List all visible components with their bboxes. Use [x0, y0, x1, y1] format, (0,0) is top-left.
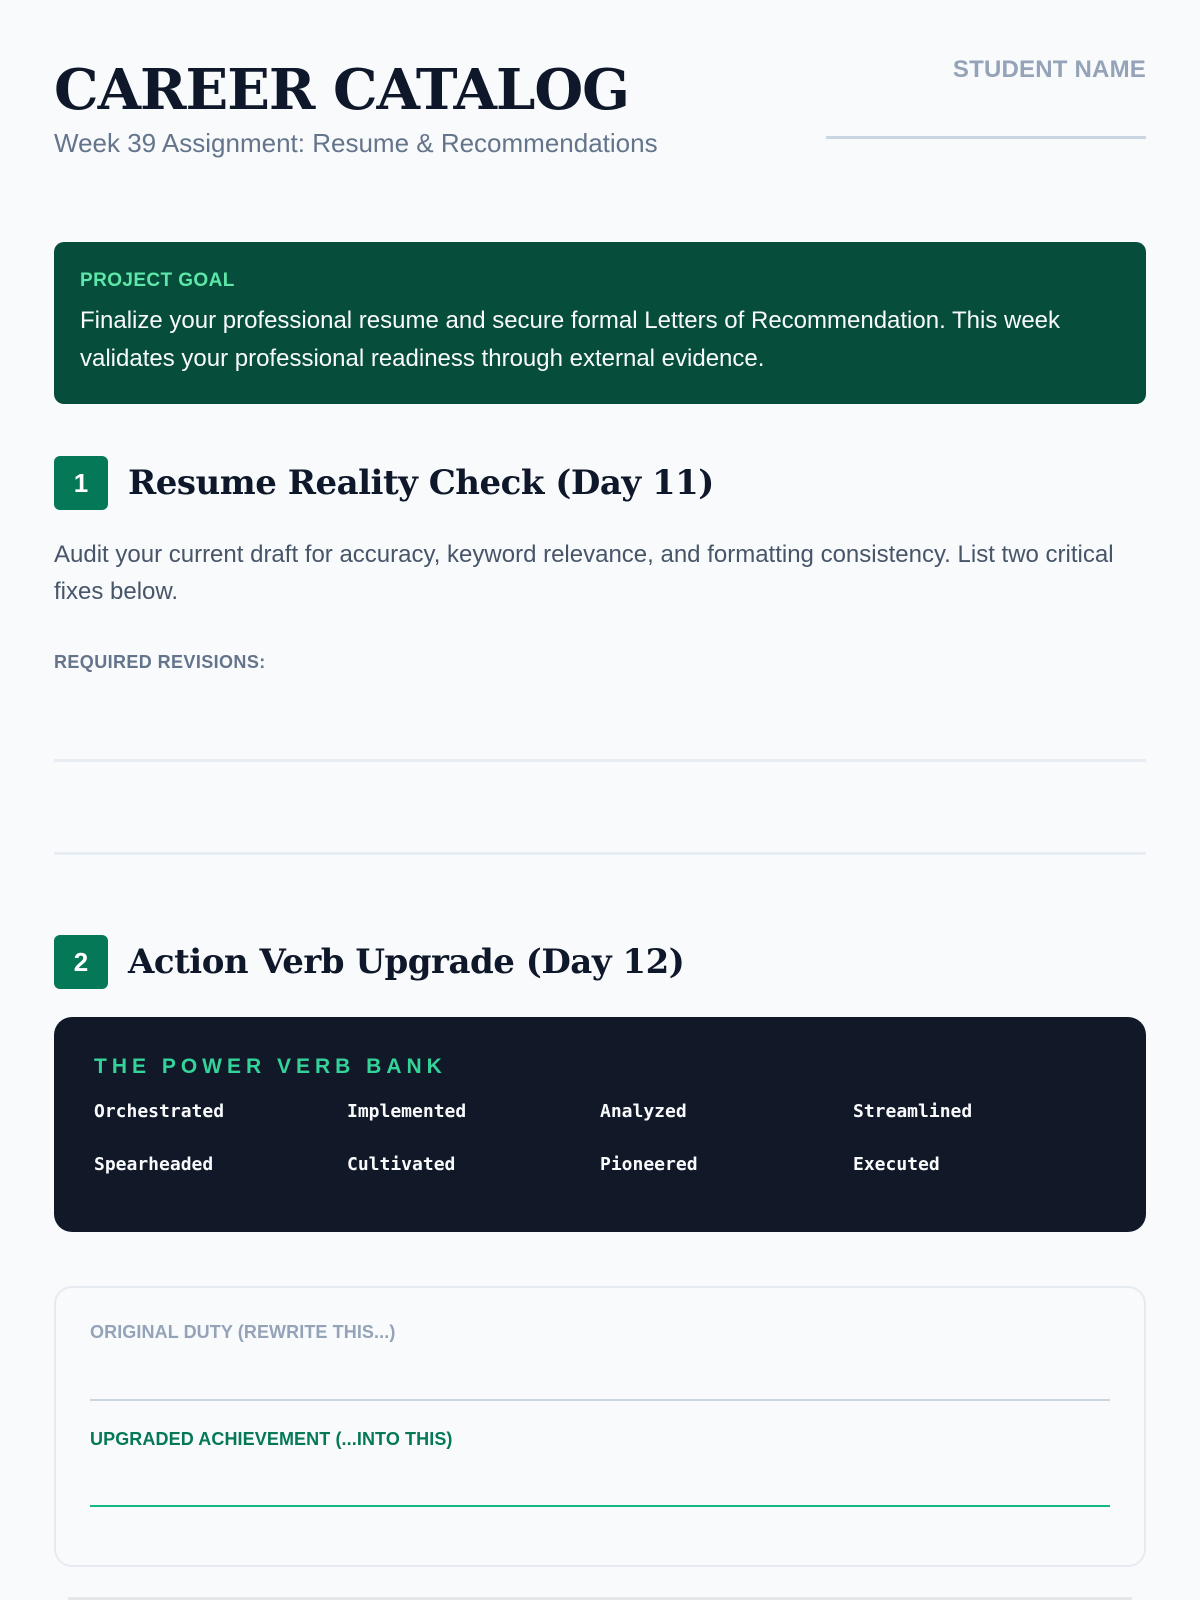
verb-item: Analyzed [600, 1101, 687, 1122]
verb-item: Implemented [347, 1101, 467, 1122]
project-goal-label: PROJECT GOAL [80, 270, 235, 291]
verb-item: Pioneered [600, 1154, 698, 1175]
student-name-line[interactable] [826, 136, 1146, 139]
project-goal-panel [54, 242, 1146, 404]
verb-grid [94, 1101, 1106, 1175]
rewrite-card [54, 1286, 1146, 1567]
student-name-label: STUDENT NAME [952, 56, 1146, 83]
section-title: Action Verb Upgrade (Day 12) [128, 942, 685, 982]
section-description: Audit your current draft for accuracy, keyword relevance, and formatting consistency. List two critical fixes below. [54, 541, 1114, 605]
verb-bank-title: THE POWER VERB BANK [94, 1055, 447, 1078]
student-name-field [826, 56, 1146, 139]
original-duty-line[interactable] [90, 1399, 1110, 1401]
section-heading [54, 456, 1146, 510]
section-heading [54, 935, 1146, 989]
step-number-badge: 1 [54, 456, 108, 510]
title-block [54, 54, 658, 159]
page-subtitle: Week 39 Assignment: Resume & Recommendations [54, 128, 658, 158]
revision-line-2[interactable] [54, 852, 1146, 855]
section-action-verb-upgrade [54, 935, 1146, 1567]
page-title: CAREER CATALOG [54, 57, 629, 123]
upgraded-achievement-line[interactable] [90, 1505, 1110, 1507]
verb-item: Spearheaded [94, 1154, 214, 1175]
revision-line-1[interactable] [54, 759, 1146, 762]
section-resume-reality-check [54, 456, 1146, 855]
original-duty-label: ORIGINAL DUTY (REWRITE THIS...) [90, 1322, 396, 1342]
power-verb-bank [54, 1017, 1146, 1232]
upgraded-achievement-label: UPGRADED ACHIEVEMENT (...INTO THIS) [90, 1429, 453, 1449]
upgraded-achievement-block [90, 1429, 1110, 1507]
verb-item: Orchestrated [94, 1101, 225, 1122]
verb-item: Cultivated [347, 1154, 456, 1175]
project-goal-text: Finalize your professional resume and secure formal Letters of Recommendation. This week validates your professional readiness through external evidence. [80, 307, 1061, 372]
header [54, 54, 1146, 194]
verb-item: Executed [853, 1154, 940, 1175]
required-revisions-label: REQUIRED REVISIONS: [54, 652, 266, 672]
step-number-badge: 2 [54, 935, 108, 989]
verb-item: Streamlined [853, 1101, 973, 1122]
section-title: Resume Reality Check (Day 11) [128, 463, 714, 503]
